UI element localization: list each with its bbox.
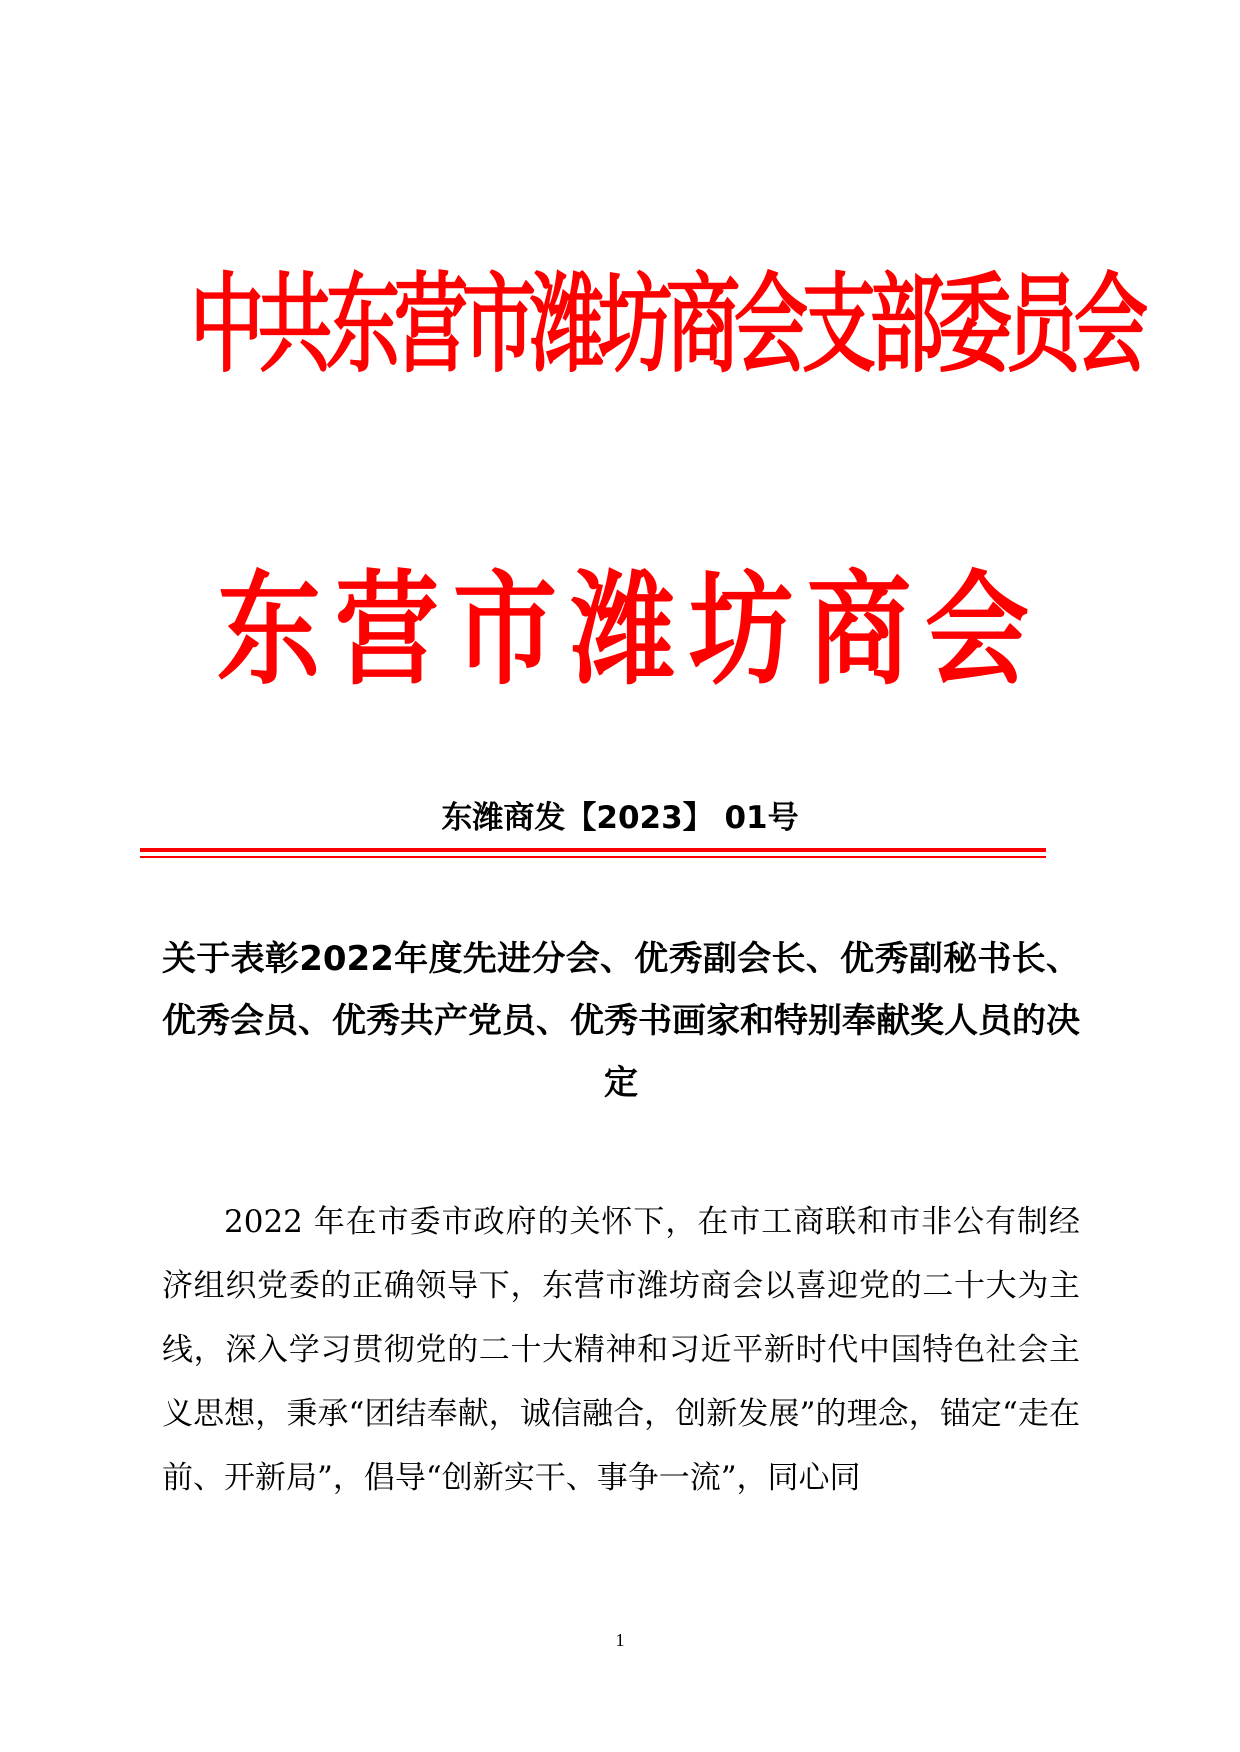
page-number: 1 [615,1630,625,1650]
chamber-name-header: 东营市潍坊商会 [216,558,1043,702]
document-title: 关于表彰2022年度先进分会、优秀副会长、优秀副秘书长、优秀会员、优秀共产党员、优秀书画家和特别奉献奖人员的决定 [162,939,1080,1103]
red-divider-thin [140,856,1046,858]
document-number: 东潍商发【2023】 01号 [441,800,799,836]
issuing-organization-header: 中共东营市潍坊商会支部委员会 [190,262,1142,388]
red-divider-thick [140,848,1046,852]
body-paragraph: 2022 年在市委市政府的关怀下，在市工商联和市非公有制经济组织党委的正确领导下，东营市潍坊商会以喜迎党的二十大为主线，深入学习贯彻党的二十大精神和习近平新时代中国特色社会主义思想，秉承“团结奉献，诚信融合，创新发展”的理念，锚定“走在前、开新局”，倡导“创新实干、事争一流”，同心同 [162,1204,1080,1496]
